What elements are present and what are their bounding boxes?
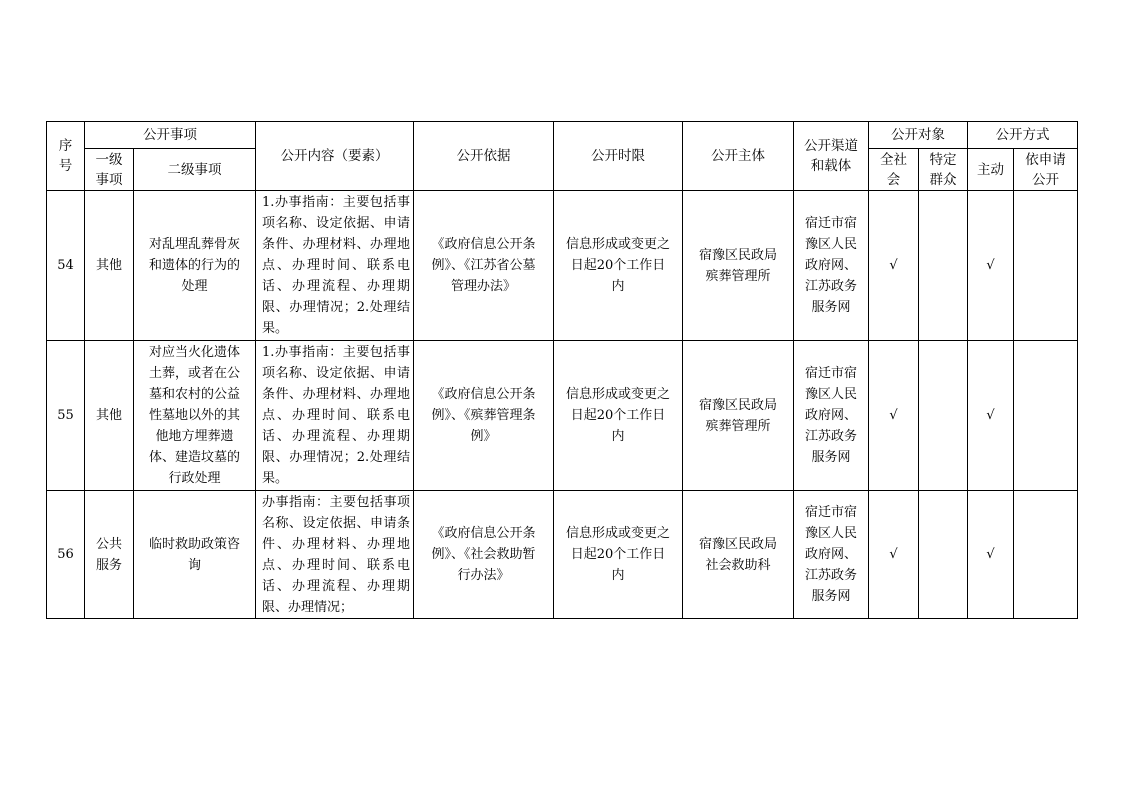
header-time-limit: 公开时限 xyxy=(554,122,683,191)
row-audience-all: √ xyxy=(869,341,919,491)
row-method-request xyxy=(1014,341,1078,491)
row-method-active: √ xyxy=(968,341,1014,491)
row-audience-all: √ xyxy=(869,191,919,341)
row-method-request xyxy=(1014,491,1078,619)
row-level1: 其他 xyxy=(85,191,134,341)
header-audience-all: 全社会 xyxy=(869,149,919,191)
row-seq: 56 xyxy=(47,491,85,619)
row-audience-specific xyxy=(919,341,968,491)
row-channel: 宿迁市宿豫区人民政府网、江苏政务服务网 xyxy=(794,191,869,341)
row-audience-specific xyxy=(919,491,968,619)
row-content: 1.办事指南：主要包括事项名称、设定依据、申请条件、办理材料、办理地点、办理时间、联系电话、办理流程、办理期限、办理情况；2.处理结果。 xyxy=(256,341,414,491)
row-method-active: √ xyxy=(968,191,1014,341)
row-basis: 《政府信息公开条例》、《殡葬管理条例》 xyxy=(414,341,554,491)
row-basis: 《政府信息公开条例》、《社会救助暂行办法》 xyxy=(414,491,554,619)
row-subject: 宿豫区民政局殡葬管理所 xyxy=(683,341,794,491)
row-time-limit: 信息形成或变更之日起20个工作日内 xyxy=(554,191,683,341)
row-level1: 其他 xyxy=(85,341,134,491)
header-level1: 一级事项 xyxy=(85,149,134,191)
header-seq: 序号 xyxy=(47,122,85,191)
row-audience-all: √ xyxy=(869,491,919,619)
row-channel: 宿迁市宿豫区人民政府网、江苏政务服务网 xyxy=(794,341,869,491)
row-basis: 《政府信息公开条例》、《江苏省公墓管理办法》 xyxy=(414,191,554,341)
table-row xyxy=(47,191,1078,341)
row-subject: 宿豫区民政局社会救助科 xyxy=(683,491,794,619)
header-item-group: 公开事项 xyxy=(85,122,256,149)
table-row xyxy=(47,341,1078,491)
row-level1: 公共服务 xyxy=(85,491,134,619)
row-channel: 宿迁市宿豫区人民政府网、江苏政务服务网 xyxy=(794,491,869,619)
row-content: 办事指南：主要包括事项名称、设定依据、申请条件、办理材料、办理地点、办理时间、联系电话、办理流程、办理期限、办理情况； xyxy=(256,491,414,619)
row-audience-specific xyxy=(919,191,968,341)
header-method-group: 公开方式 xyxy=(968,122,1078,149)
row-method-request xyxy=(1014,191,1078,341)
row-time-limit: 信息形成或变更之日起20个工作日内 xyxy=(554,491,683,619)
row-level2: 临时救助政策咨询 xyxy=(134,491,256,619)
header-subject: 公开主体 xyxy=(683,122,794,191)
header-basis: 公开依据 xyxy=(414,122,554,191)
row-method-active: √ xyxy=(968,491,1014,619)
table-row xyxy=(47,491,1078,619)
header-level2: 二级事项 xyxy=(134,149,256,191)
header-channel: 公开渠道和载体 xyxy=(794,122,869,191)
header-method-request: 依申请公开 xyxy=(1014,149,1078,191)
row-seq: 55 xyxy=(47,341,85,491)
header-audience-group: 公开对象 xyxy=(869,122,968,149)
header-row-1 xyxy=(47,122,1078,149)
row-level2: 对应当火化遗体土葬，或者在公墓和农村的公益性墓地以外的其他地方埋葬遗体、建造坟墓的行政处理 xyxy=(134,341,256,491)
row-time-limit: 信息形成或变更之日起20个工作日内 xyxy=(554,341,683,491)
row-subject: 宿豫区民政局殡葬管理所 xyxy=(683,191,794,341)
header-content: 公开内容（要素） xyxy=(256,122,414,191)
disclosure-table xyxy=(46,121,1078,619)
row-level2: 对乱埋乱葬骨灰和遗体的行为的处理 xyxy=(134,191,256,341)
row-seq: 54 xyxy=(47,191,85,341)
row-content: 1.办事指南：主要包括事项名称、设定依据、申请条件、办理材料、办理地点、办理时间、联系电话、办理流程、办理期限、办理情况；2.处理结果。 xyxy=(256,191,414,341)
header-method-active: 主动 xyxy=(968,149,1014,191)
header-audience-specific: 特定群众 xyxy=(919,149,968,191)
